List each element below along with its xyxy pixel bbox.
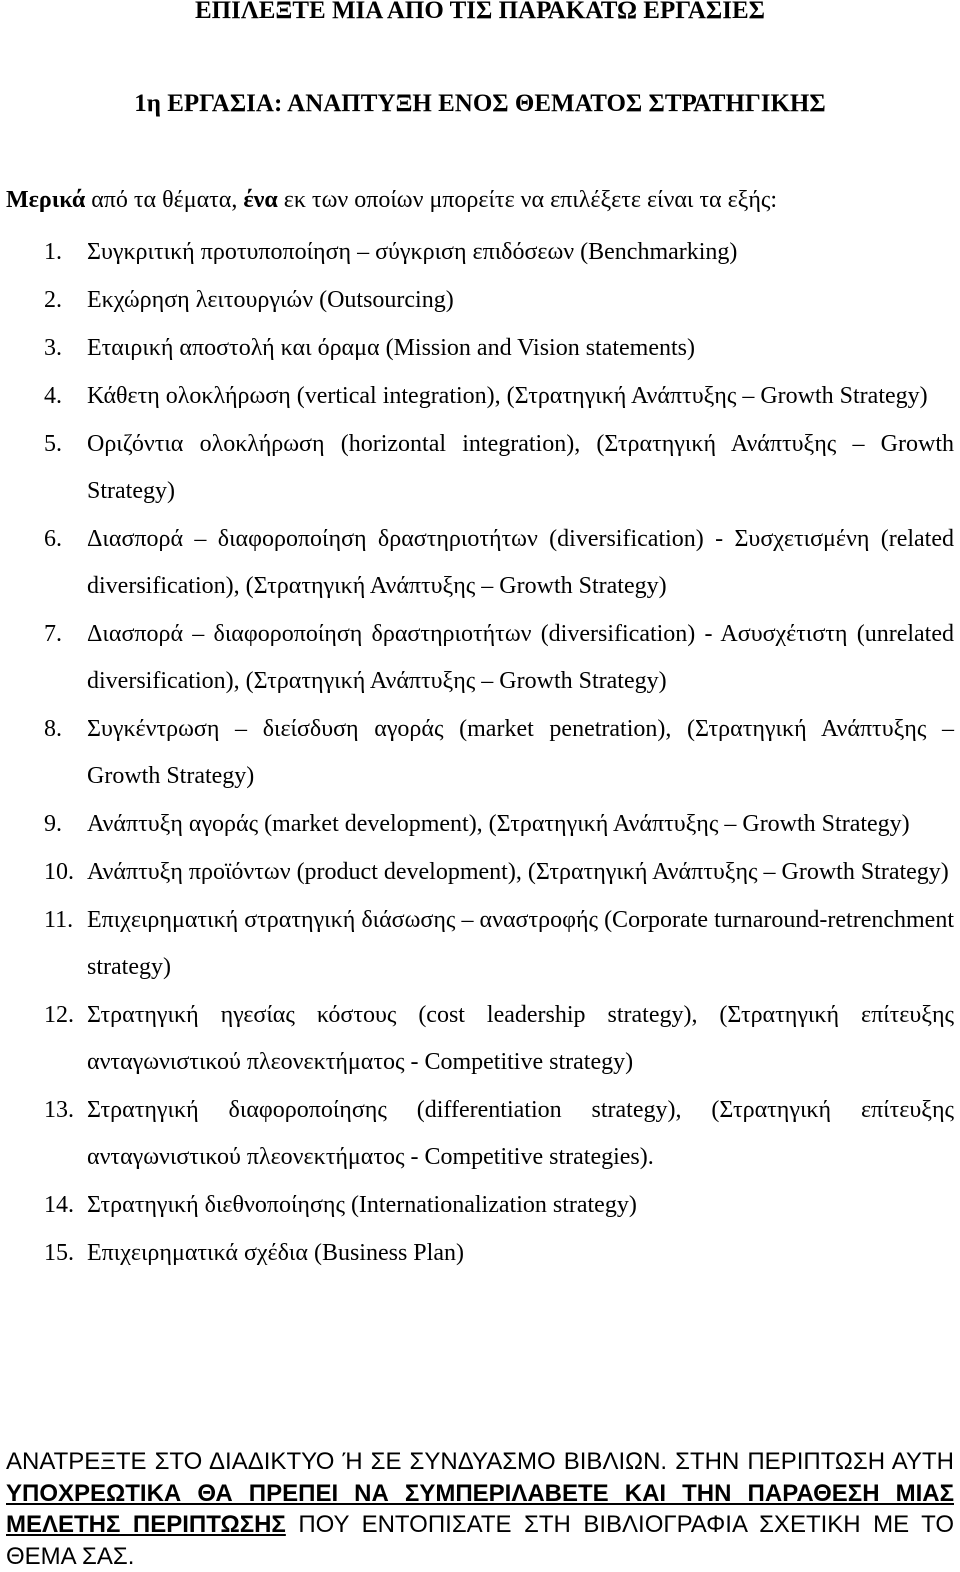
list-item-text: Στρατηγική ηγεσίας κόστους (cost leadership strategy), (Στρατηγική επίτευξης ανταγωνιστικού πλεονεκτήματος - Competitive strategy) — [87, 1002, 954, 1075]
list-item-number: 1. — [44, 239, 62, 265]
list-item — [0, 373, 960, 420]
list-item — [0, 611, 960, 705]
instructions-text-start: ΑΝΑΤΡΕΞΤΕ ΣΤΟ ΔΙΑΔΙΚΤΥΟ Ή ΣΕ ΣΥΝΔΥΑΣΜΟ ΒΙΒΛΙΩΝ. ΣΤΗΝ ΠΕΡΙΠΤΩΣΗ ΑΥΤΗ — [6, 1448, 954, 1475]
list-item-number: 7. — [44, 621, 62, 647]
list-item — [0, 897, 960, 991]
list-item-number: 10. — [44, 859, 74, 885]
list-item-text: Στρατηγική διεθνοποίησης (Internationalization strategy) — [87, 1192, 637, 1218]
topic-list — [0, 229, 960, 1278]
intro-text-middle: από τα θέματα, — [85, 187, 244, 213]
list-item — [0, 325, 960, 372]
list-item — [0, 801, 960, 848]
list-item — [0, 1230, 960, 1277]
list-item-number: 3. — [44, 335, 62, 361]
list-item — [0, 421, 960, 515]
list-item-text: Κάθετη ολοκλήρωση (vertical integration), (Στρατηγική Ανάπτυξης – Growth Strategy) — [87, 383, 928, 409]
list-item-number: 15. — [44, 1240, 74, 1266]
intro-text-end: εκ των οποίων μπορείτε να επιλέξετε είναι τα εξής: — [277, 187, 778, 213]
list-item-text: Εκχώρηση λειτουργιών (Outsourcing) — [87, 287, 454, 313]
instructions-paragraph — [6, 1446, 954, 1572]
list-item-text: Συγκέντρωση – διείσδυση αγοράς (market penetration), (Στρατηγική Ανάπτυξης – Growth Strategy) — [87, 716, 954, 789]
list-item — [0, 1087, 960, 1181]
assignment-heading: 1η ΕΡΓΑΣΙΑ: ΑΝΑΠΤΥΞΗ ΕΝΟΣ ΘΕΜΑΤΟΣ ΣΤΡΑΤΗΓΙΚΗΣ — [134, 90, 826, 117]
list-item — [0, 277, 960, 324]
intro-bold-some: Μερικά — [6, 187, 86, 213]
list-item-number: 6. — [44, 526, 62, 552]
instructions-text-end: ΠΟΥ ΕΝΤΟΠΙΣΑΤΕ ΣΤΗ ΒΙΒΛΙΟΓΡΑΦΙΑ ΣΧΕΤΙΚΗ ΜΕ ΤΟ ΘΕΜΑ ΣΑΣ. — [6, 1511, 955, 1570]
list-item-number: 11. — [44, 907, 74, 933]
list-item-number: 9. — [44, 811, 62, 837]
list-item — [0, 1182, 960, 1229]
list-item-number: 12. — [44, 1002, 74, 1028]
list-item-number: 8. — [44, 716, 62, 742]
list-item — [0, 516, 960, 610]
document-title: ΕΠΙΛΕΞΤΕ ΜΙΑ ΑΠΟ ΤΙΣ ΠΑΡΑΚΑΤΩ ΕΡΓΑΣΙΕΣ — [194, 0, 765, 24]
list-item-text: Επιχειρηματική στρατηγική διάσωσης – αναστροφής (Corporate turnaround-retrenchment strategy) — [87, 907, 954, 980]
list-item-text: Ανάπτυξη αγοράς (market development), (Στρατηγική Ανάπτυξης – Growth Strategy) — [87, 811, 910, 837]
list-item-text: Στρατηγική διαφοροποίησης (differentiation strategy), (Στρατηγική επίτευξης ανταγωνιστικού πλεονεκτήματος - Competitive strategies). — [87, 1097, 954, 1170]
list-item-text: Επιχειρηματικά σχέδια (Business Plan) — [87, 1240, 464, 1266]
intro-bold-one: ένα — [243, 187, 278, 213]
list-item-number: 13. — [44, 1097, 74, 1123]
list-item-number: 2. — [44, 287, 62, 313]
list-item-text: Ανάπτυξη προϊόντων (product development), (Στρατηγική Ανάπτυξης – Growth Strategy) — [87, 859, 949, 885]
list-item-text: Διασπορά – διαφοροποίηση δραστηριοτήτων (diversification) - Ασυσχέτιστη (unrelated diversification), (Στρατηγική Ανάπτυξης – Growth Strategy) — [87, 621, 954, 694]
list-item-number: 4. — [44, 383, 62, 409]
list-item-text: Οριζόντια ολοκλήρωση (horizontal integration), (Στρατηγική Ανάπτυξης – Growth Strategy) — [87, 431, 954, 504]
list-item — [0, 229, 960, 276]
list-item-number: 5. — [44, 431, 62, 457]
list-item — [0, 849, 960, 896]
instructions-emphasis: ΥΠΟΧΡΕΩΤΙΚΑ ΘΑ ΠΡΕΠΕΙ ΝΑ ΣΥΜΠΕΡΙΛΑΒΕΤΕ ΚΑΙ ΤΗΝ ΠΑΡΑΘΕΣΗ ΜΙΑΣ ΜΕΛΕΤΗΣ ΠΕΡΙΠΤΩΣΗΣ — [6, 1479, 954, 1538]
list-item-text: Συγκριτική προτυποποίηση – σύγκριση επιδόσεων (Benchmarking) — [87, 239, 738, 265]
intro-paragraph — [6, 186, 777, 215]
list-item — [0, 706, 960, 800]
list-item-text: Διασπορά – διαφοροποίηση δραστηριοτήτων (diversification) - Συσχετισμένη (related diversification), (Στρατηγική Ανάπτυξης – Growth Strategy) — [87, 526, 954, 599]
list-item — [0, 992, 960, 1086]
list-item-text: Εταιρική αποστολή και όραμα (Mission and Vision statements) — [87, 335, 696, 361]
list-item-number: 14. — [44, 1192, 74, 1218]
